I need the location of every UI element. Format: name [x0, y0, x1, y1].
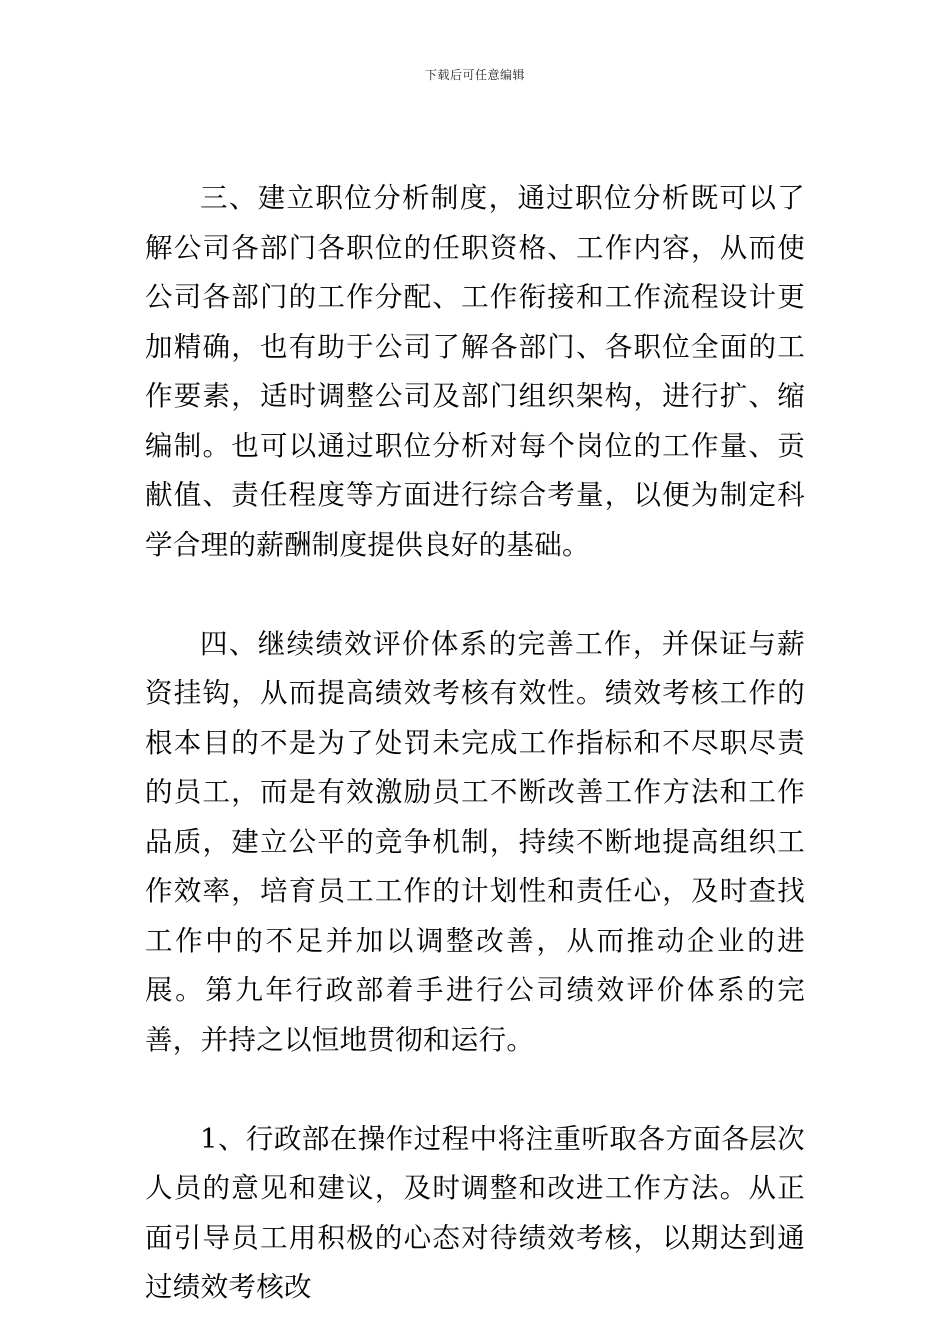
page-header: 下载后可任意编辑 — [424, 68, 525, 82]
document-body — [145, 174, 805, 1313]
paragraph-performance-evaluation: 四、继续绩效评价体系的完善工作，并保证与薪资挂钩，从而提高绩效考核有效性。绩效考核工作的根本目的不是为了处罚未完成工作指标和不尽职尽责的员工，而是有效激励员工不断改善工作方法和工作品质，建立公平的竞争机制，持续不断地提高组织工作效率，培育员工工作的计划性和责任心，及时查找工作中的不足并加以调整改善，从而推动企业的进展。第九年行政部着手进行公司绩效评价体系的完善，并持之以恒地贯彻和运行。 — [145, 627, 805, 1056]
paragraph-item-1: 1、行政部在操作过程中将注重听取各方面各层次人员的意见和建议，及时调整和改进工作方法。从正面引导员工用积极的心态对待绩效考核，以期达到通过绩效考核改 — [145, 1122, 805, 1303]
paragraph-job-analysis: 三、建立职位分析制度，通过职位分析既可以了解公司各部门各职位的任职资格、工作内容，从而使公司各部门的工作分配、工作衔接和工作流程设计更加精确，也有助于公司了解各部门、各职位全面的工作要素，适时调整公司及部门组织架构，进行扩、缩编制。也可以通过职位分析对每个岗位的工作量、贡献值、责任程度等方面进行综合考量，以便为制定科学合理的薪酬制度提供良好的基础。 — [145, 182, 805, 561]
